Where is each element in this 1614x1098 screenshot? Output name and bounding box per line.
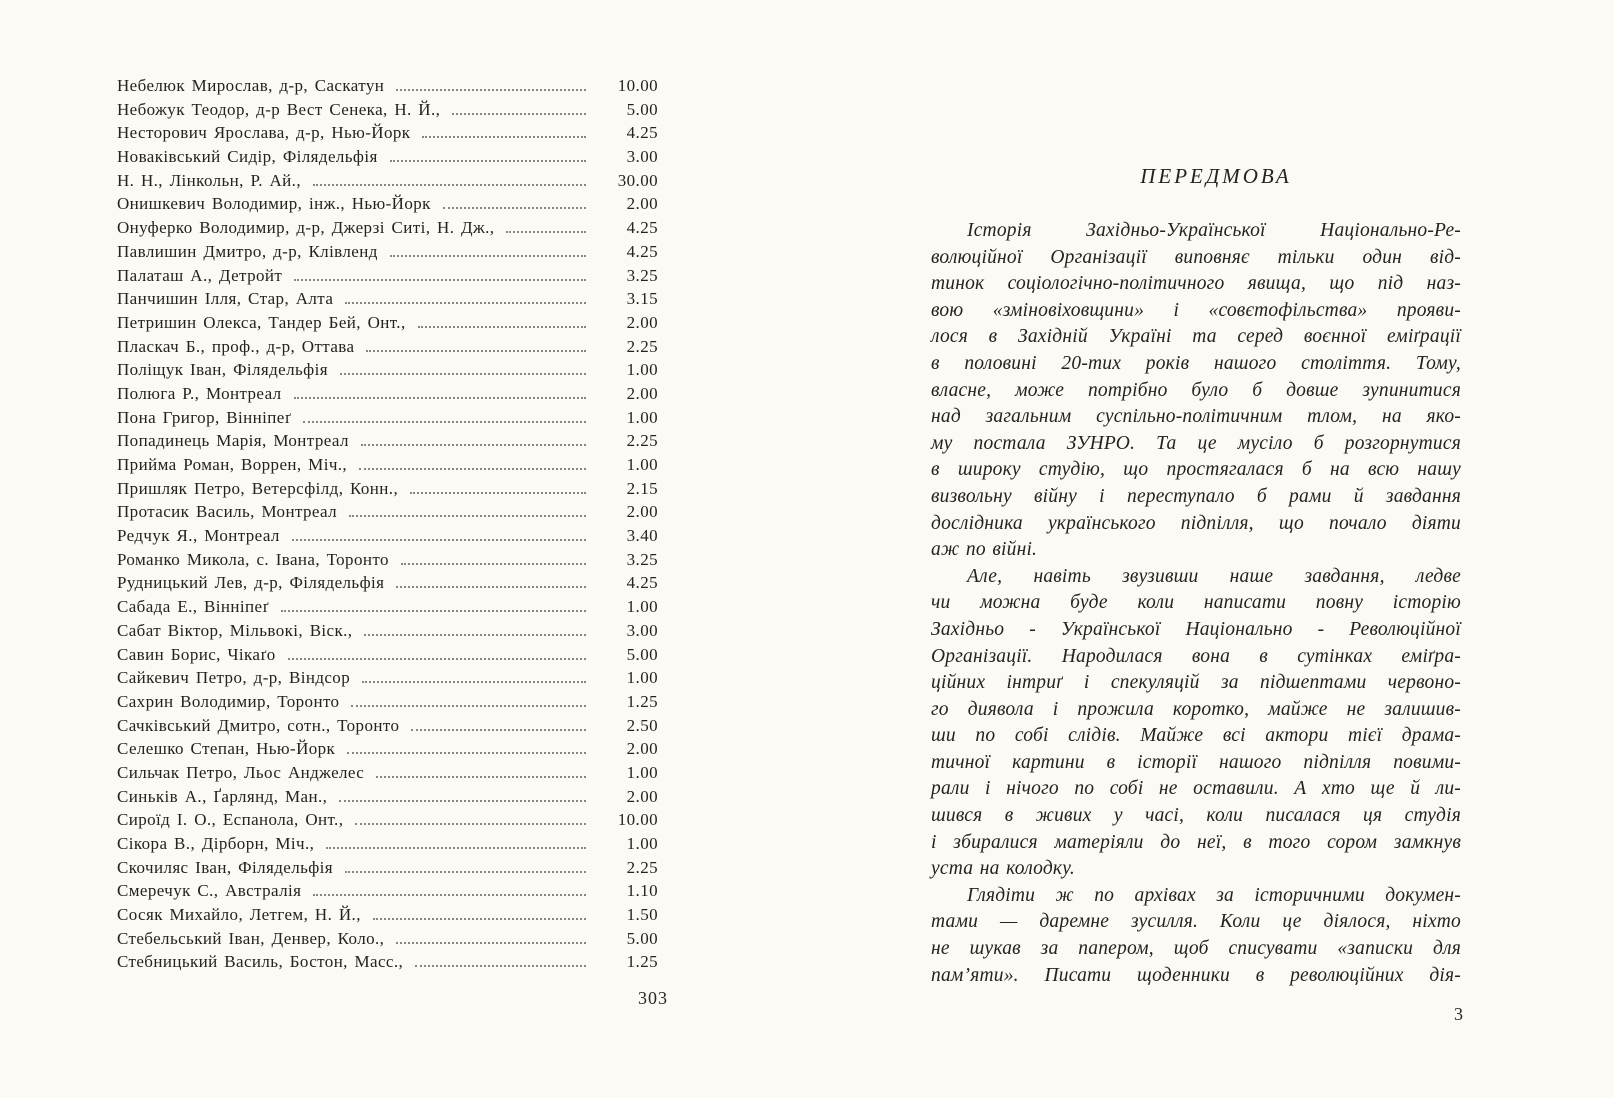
dotted-leader xyxy=(415,965,586,967)
donation-amount: 3.15 xyxy=(626,289,658,309)
dotted-leader xyxy=(339,800,586,802)
donation-amount: 2.25 xyxy=(626,336,658,356)
text-line: дослідника українського підпілля, що почало діяти xyxy=(931,512,1461,534)
list-item xyxy=(117,692,658,716)
list-item xyxy=(117,787,658,811)
donation-amount: 1.00 xyxy=(626,597,658,617)
donation-amount: 4.25 xyxy=(626,573,658,593)
list-item xyxy=(117,881,658,905)
text-line: го диявола і прожила коротко, майже не залишив- xyxy=(931,698,1461,720)
dotted-leader xyxy=(396,586,586,588)
left-page xyxy=(117,76,658,976)
text-line: аж по війні. xyxy=(931,539,1038,561)
dotted-leader xyxy=(366,350,586,352)
list-item xyxy=(117,313,658,337)
donor-name: Петришин Олекса, Тандер Бей, Онт., xyxy=(117,312,406,332)
donation-amount: 2.00 xyxy=(626,786,658,806)
text-line: Західньо - Української Національно - Революційної xyxy=(931,618,1461,640)
donor-name: Сабат Віктор, Мільвокі, Віск., xyxy=(117,620,353,640)
donation-amount: 1.10 xyxy=(626,881,658,901)
dotted-leader xyxy=(452,113,586,115)
donor-name: Рудницький Лев, д-р, Філядельфія xyxy=(117,573,385,593)
dotted-leader xyxy=(313,894,586,896)
donor-name: Сильчак Петро, Льос Анджелес xyxy=(117,762,365,782)
donor-name: Небожук Теодор, д-р Вест Сенека, Н. Й., xyxy=(117,99,441,119)
donor-name: Скочиляс Іван, Філядельфія xyxy=(117,857,333,877)
list-item xyxy=(117,645,658,669)
list-item xyxy=(117,266,658,290)
dotted-leader xyxy=(418,326,586,328)
list-item xyxy=(117,194,658,218)
list-item xyxy=(117,668,658,692)
donation-amount: 2.25 xyxy=(626,857,658,877)
list-item xyxy=(117,360,658,384)
donor-name: Палаташ А., Детройт xyxy=(117,265,283,285)
list-item xyxy=(117,242,658,266)
donation-amount: 5.00 xyxy=(626,644,658,664)
list-item xyxy=(117,76,658,100)
paragraph xyxy=(931,564,1461,883)
donation-amount: 5.00 xyxy=(626,928,658,948)
right-page xyxy=(931,163,1461,989)
list-item xyxy=(117,171,658,195)
donor-name: Стебельський Іван, Денвер, Коло., xyxy=(117,928,385,948)
donation-amount: 10.00 xyxy=(617,76,658,95)
text-line: не шукав за папером, щоб списувати «записки для xyxy=(931,938,1461,960)
text-line: рали і нічого по собі не оставили. А хто ще й ли- xyxy=(931,778,1461,800)
page-number-left: 303 xyxy=(638,988,668,1008)
dotted-leader xyxy=(364,634,586,636)
donation-amount: 3.00 xyxy=(626,620,658,640)
donation-amount: 3.40 xyxy=(626,526,658,546)
dotted-leader xyxy=(396,942,586,944)
donor-name: Редчук Я., Монтреал xyxy=(117,526,280,546)
donor-name: Синьків А., Ґарлянд, Ман., xyxy=(117,786,328,806)
dotted-leader xyxy=(351,705,586,707)
list-item xyxy=(117,502,658,526)
list-item xyxy=(117,384,658,408)
dotted-leader xyxy=(359,468,586,470)
list-item xyxy=(117,952,658,976)
text-line: пам’яти». Писати щоденники в революційних дія- xyxy=(931,964,1461,986)
donation-amount: 2.50 xyxy=(626,715,658,735)
dotted-leader xyxy=(390,255,586,257)
paragraph xyxy=(931,883,1461,989)
dotted-leader xyxy=(361,444,586,446)
text-line: уста на колодку. xyxy=(931,858,1075,880)
text-line: шився в живих у часі, коли писалася ця студія xyxy=(931,805,1461,827)
list-item xyxy=(117,573,658,597)
donation-amount: 2.00 xyxy=(626,502,658,522)
text-line: Історія Західньо-Української Національно-Ре- xyxy=(967,220,1461,241)
dotted-leader xyxy=(401,563,586,565)
text-line: визвольну війну і переступало б рами й завдання xyxy=(931,485,1461,507)
text-line: в половині 20-тих років нашого століття. Тому, xyxy=(931,352,1461,374)
paragraph xyxy=(931,218,1461,564)
text-line: ши по собі слідів. Майже всі актори тієї драма- xyxy=(931,725,1461,747)
dotted-leader xyxy=(303,421,586,423)
donor-name: Протасик Василь, Монтреал xyxy=(117,502,338,522)
text-line: Але, навіть звузивши наше завдання, ледве xyxy=(967,565,1461,587)
dotted-leader xyxy=(390,160,586,162)
list-item xyxy=(117,479,658,503)
dotted-leader xyxy=(349,515,586,517)
dotted-leader xyxy=(410,492,586,494)
donor-name: Сікора В., Дірборн, Міч., xyxy=(117,834,315,853)
text-line: волюційної Організації виповняє тільки один від- xyxy=(931,246,1461,268)
list-item xyxy=(117,905,658,929)
donor-name: Новаківський Сидір, Філядельфія xyxy=(117,147,378,167)
donation-amount: 1.00 xyxy=(626,360,658,380)
donation-amount: 2.00 xyxy=(626,194,658,214)
donor-name: Поліщук Іван, Філядельфія xyxy=(117,360,328,380)
donation-amount: 4.25 xyxy=(626,241,658,261)
dotted-leader xyxy=(373,918,586,920)
donor-name: Пласкач Б., проф., д-р, Оттава xyxy=(117,336,355,356)
donor-name: Попадинець Марія, Монтреал xyxy=(117,431,349,451)
list-item xyxy=(117,834,658,858)
donor-name: Онуферко Володимир, д-р, Джерзі Ситі, Н. Дж., xyxy=(117,218,495,238)
page-number-right: 3 xyxy=(1454,1004,1464,1024)
donation-amount: 2.00 xyxy=(626,312,658,332)
donor-name: Сайкевич Петро, д-р, Віндсор xyxy=(117,668,351,688)
donation-amount: 4.25 xyxy=(626,123,658,143)
dotted-leader xyxy=(288,658,586,660)
donor-name: Селешко Степан, Нью-Йорк xyxy=(117,739,336,759)
text-line: тами — даремне зусилля. Коли це діялося, ніхто xyxy=(931,911,1461,933)
text-line: вою «зміновіховщини» і «совєтофільства» прояви- xyxy=(931,299,1461,321)
dotted-leader xyxy=(294,397,586,399)
donation-amount: 1.00 xyxy=(626,455,658,474)
dotted-leader xyxy=(362,681,586,683)
donor-name: Онишкевич Володимир, інж., Нью-Йорк xyxy=(117,194,431,214)
donor-name: Н. Н., Лінкольн, Р. Ай., xyxy=(117,170,301,190)
dotted-leader xyxy=(396,89,586,91)
donor-name: Прийма Роман, Воррен, Міч., xyxy=(117,455,348,474)
list-item xyxy=(117,550,658,574)
donation-amount: 3.00 xyxy=(626,147,658,167)
donor-name: Романко Микола, с. Івана, Торонто xyxy=(117,549,389,569)
text-line: над загальним суспільно-політичним тлом, на яко- xyxy=(931,406,1461,428)
dotted-leader xyxy=(340,373,586,375)
donor-name: Пришляк Петро, Ветерсфілд, Конн., xyxy=(117,478,399,498)
donor-name: Сачківський Дмитро, сотн., Торонто xyxy=(117,715,400,735)
preface-text xyxy=(931,218,1461,989)
dotted-leader xyxy=(313,184,586,186)
donation-amount: 1.00 xyxy=(626,407,658,427)
list-item xyxy=(117,147,658,171)
donor-name: Сироїд І. О., Еспанола, Онт., xyxy=(117,810,344,830)
donation-amount: 4.25 xyxy=(626,218,658,238)
text-line: в широку студію, що простягалася б на всю нашу xyxy=(931,459,1461,481)
dotted-leader xyxy=(411,729,586,731)
donation-amount: 1.25 xyxy=(626,691,658,711)
list-item xyxy=(117,597,658,621)
donor-name: Сабада Е., Вінніпеґ xyxy=(117,597,269,617)
list-item xyxy=(117,100,658,124)
donor-name: Павлишин Дмитро, д-р, Клівленд xyxy=(117,241,378,261)
text-line: му постала ЗУНРО. Та це мусіло б розгорнутися xyxy=(931,432,1461,454)
dotted-leader xyxy=(376,776,586,778)
list-item xyxy=(117,716,658,740)
donor-name: Стебницький Василь, Бостон, Масс., xyxy=(117,952,404,972)
dotted-leader xyxy=(506,231,586,233)
list-item xyxy=(117,526,658,550)
donor-list xyxy=(117,76,658,976)
dotted-leader xyxy=(292,539,586,541)
dotted-leader xyxy=(326,847,586,849)
text-line: власне, може потрібно було б довше зупинитися xyxy=(931,379,1461,401)
donation-amount: 2.00 xyxy=(626,739,658,759)
list-item xyxy=(117,408,658,432)
list-item xyxy=(117,763,658,787)
dotted-leader xyxy=(345,302,586,304)
text-line: лося в Західній Україні та серед воєнної еміґрації xyxy=(931,326,1461,348)
donation-amount: 2.00 xyxy=(626,383,658,403)
list-item xyxy=(117,455,658,479)
chapter-title: ПЕРЕДМОВА xyxy=(1140,164,1292,188)
dotted-leader xyxy=(345,871,586,873)
list-item xyxy=(117,621,658,645)
donation-amount: 1.50 xyxy=(626,905,658,925)
text-line: чи можна буде коли написати повну історію xyxy=(931,592,1461,614)
dotted-leader xyxy=(281,610,586,612)
donation-amount: 30.00 xyxy=(617,170,658,190)
list-item xyxy=(117,289,658,313)
list-item xyxy=(117,431,658,455)
list-item xyxy=(117,739,658,763)
donation-amount: 2.15 xyxy=(626,478,658,498)
donation-amount: 1.00 xyxy=(626,668,658,688)
dotted-leader xyxy=(422,136,586,138)
donor-name: Небелюк Мирослав, д-р, Саскатун xyxy=(117,76,385,95)
dotted-leader xyxy=(355,823,586,825)
donation-amount: 3.25 xyxy=(626,265,658,285)
dotted-leader xyxy=(294,279,586,281)
donation-amount: 3.25 xyxy=(626,549,658,569)
donor-name: Пона Григор, Вінніпеґ xyxy=(117,407,292,427)
dotted-leader xyxy=(347,752,586,754)
dotted-leader xyxy=(443,207,586,209)
text-line: ційних інтриґ і спекуляцій за підшептами червоно- xyxy=(931,672,1461,694)
donor-name: Савин Борис, Чікаґо xyxy=(117,644,276,664)
text-line: тичної картини в історії нашого підпілля повими- xyxy=(931,751,1461,773)
donor-name: Панчишин Ілля, Стар, Алта xyxy=(117,289,334,309)
text-line: Глядіти ж по архівах за історичними докумен- xyxy=(967,884,1461,906)
list-item xyxy=(117,810,658,834)
donation-amount: 1.25 xyxy=(626,952,658,972)
donor-name: Сосяк Михайло, Летгем, Н. Й., xyxy=(117,905,361,925)
donation-amount: 5.00 xyxy=(626,99,658,119)
list-item xyxy=(117,218,658,242)
donation-amount: 1.00 xyxy=(626,762,658,782)
donation-amount: 1.00 xyxy=(626,834,658,853)
text-line: і збиралися матеріяли до неї, в того сором замкнув xyxy=(931,831,1461,853)
text-line: Організації. Народилася вона в сутінках еміґра- xyxy=(931,645,1461,667)
text-line: тинок соціологічно-політичного явища, що під наз- xyxy=(931,273,1461,295)
list-item xyxy=(117,929,658,953)
donation-amount: 10.00 xyxy=(617,810,658,830)
list-item xyxy=(117,123,658,147)
donor-name: Несторович Ярослава, д-р, Нью-Йорк xyxy=(117,123,411,143)
donor-name: Сахрин Володимир, Торонто xyxy=(117,691,340,711)
donor-name: Смеречук С., Австралія xyxy=(117,881,302,901)
list-item xyxy=(117,858,658,882)
donor-name: Полюга Р., Монтреал xyxy=(117,383,282,403)
donation-amount: 2.25 xyxy=(626,431,658,451)
list-item xyxy=(117,337,658,361)
